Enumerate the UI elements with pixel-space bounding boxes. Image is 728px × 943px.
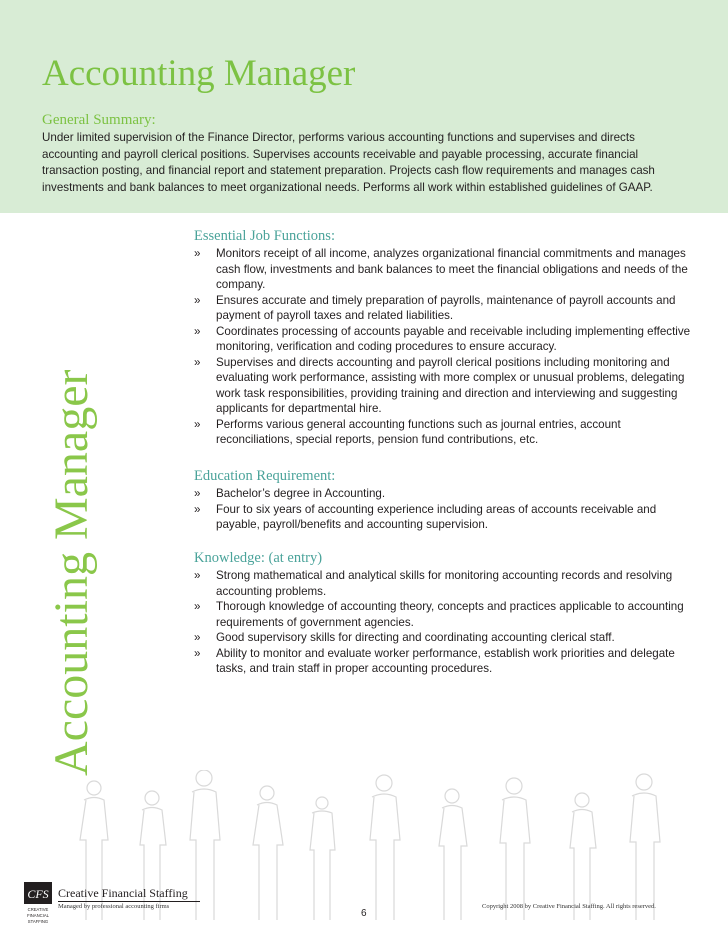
- company-tagline: Managed by professional accounting firms: [58, 903, 170, 910]
- list-item-text: Coordinates processing of accounts payable and receivable including implementing effective monitoring, verification and coding procedures to ensure accuracy.: [216, 324, 691, 353]
- logo-word-creative: CREATIVE: [27, 907, 49, 912]
- page-number: 6: [361, 908, 367, 919]
- list-item-text: Ability to monitor and evaluate worker performance, establish work priorities and delegate tasks, and train staff in proper accounting procedures.: [216, 646, 675, 675]
- summary-heading: General Summary:: [42, 112, 156, 128]
- essential-functions-list: [194, 246, 694, 448]
- company-name: Creative Financial Staffing: [58, 886, 188, 900]
- summary-text: Under limited supervision of the Finance Director, performs various accounting functions and supervises and directs accounting and payroll clerical positions. Supervises accounts receivable and payable processing, accurate financial transaction posting, and financial report and statement preparation. Projects cash flow requirements and manages cash investments and bank balances to meet organizational needs. Performs all work within established guidelines of GAAP.: [42, 131, 655, 194]
- list-item-text: Performs various general accounting functions such as journal entries, account reconciliations, special reports, pension fund contributions, etc.: [216, 417, 621, 446]
- cfs-logo-icon: [24, 882, 52, 925]
- list-item: [194, 293, 694, 324]
- knowledge-heading: Knowledge: (at entry): [194, 550, 323, 566]
- list-item: [194, 502, 694, 533]
- vertical-side-title: Accounting Manager: [45, 369, 98, 776]
- list-item: [194, 486, 694, 502]
- bullet-icon: »: [194, 569, 201, 582]
- list-item: [194, 246, 694, 293]
- bullet-icon: »: [194, 502, 201, 516]
- list-item: [194, 324, 694, 355]
- bullet-icon: »: [194, 600, 201, 613]
- logo-word-staffing: STAFFING: [27, 919, 49, 924]
- list-item-text: Thorough knowledge of accounting theory, concepts and practices applicable to accounting requirements of government agencies.: [216, 600, 684, 629]
- bullet-icon: »: [194, 355, 201, 369]
- essential-functions-heading: Essential Job Functions:: [194, 228, 335, 244]
- bullet-icon: »: [194, 487, 201, 500]
- list-item-text: Monitors receipt of all income, analyzes organizational financial commitments and manages cash flow, investments and bank balances to meet the financial obligations and needs of the company.: [216, 247, 688, 291]
- bullet-icon: »: [194, 324, 201, 338]
- bullet-icon: »: [194, 631, 201, 644]
- list-item: [194, 599, 694, 630]
- essential-functions-section: [194, 228, 694, 448]
- logo-word-financial: FINANCIAL: [27, 913, 49, 918]
- list-item-text: Bachelor’s degree in Accounting.: [216, 487, 386, 500]
- list-item: [194, 630, 694, 646]
- list-item: [194, 417, 694, 448]
- bullet-icon: »: [194, 646, 201, 660]
- bullet-icon: »: [194, 247, 201, 260]
- list-item-text: Supervises and directs accounting and payroll clerical positions including monitoring and evaluating work performance, assisting with more complex or unusual problems, delegating work task responsibilities, providing training and direction and interviewing and suggesting applicants for departmental hire.: [216, 355, 685, 415]
- list-item-text: Ensures accurate and timely preparation of payrolls, maintenance of payroll accounts and payment of payroll taxes and related liabilities.: [216, 293, 676, 322]
- copyright-notice: Copyright 2008 by Creative Financial Staffing. All rights reserved.: [482, 903, 656, 910]
- page-title: Accounting Manager: [42, 53, 356, 94]
- bullet-icon: »: [194, 293, 201, 307]
- education-section: [194, 468, 694, 533]
- knowledge-list: [194, 568, 694, 677]
- list-item-text: Strong mathematical and analytical skills for monitoring accounting records and resolving accounting problems.: [216, 569, 673, 598]
- list-item: [194, 646, 694, 677]
- list-item: [194, 568, 694, 599]
- knowledge-section: [194, 550, 694, 677]
- list-item-text: Good supervisory skills for directing and coordinating accounting clerical staff.: [216, 631, 615, 644]
- logo-letters: CFS: [27, 887, 49, 901]
- education-list: [194, 486, 694, 533]
- list-item-text: Four to six years of accounting experience including areas of accounts receivable and payable, payroll/benefits and accounting supervision.: [216, 502, 657, 531]
- bullet-icon: »: [194, 417, 201, 431]
- list-item: [194, 355, 694, 417]
- education-heading: Education Requirement:: [194, 468, 336, 484]
